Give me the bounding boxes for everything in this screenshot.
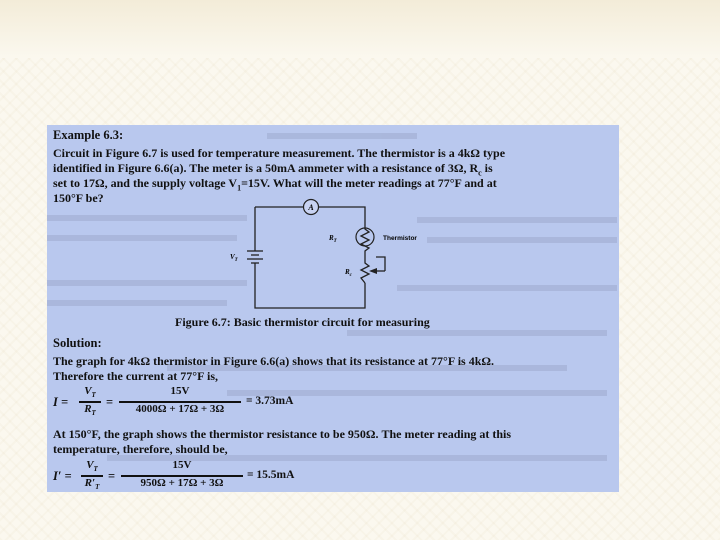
- problem-line-1: Circuit in Figure 6.7 is used for temperature measurement. The thermistor is a 4kΩ type: [53, 146, 506, 160]
- problem-line-2: identified in Figure 6.6(a). The meter is a 50mA ammeter with a resistance of 3Ω, $R_c$ is: [53, 161, 493, 178]
- eq2-den2: 950Ω + 17Ω + 3Ω: [140, 477, 224, 489]
- thermistor-text: Thermistor: [383, 235, 417, 242]
- solution-line-2: Therefore the current at 77°F is,: [53, 369, 218, 383]
- solution-line-3: At 150°F, the graph shows the thermistor resistance to be 950Ω. The meter reading at this: [53, 427, 512, 441]
- eq1-equals: =: [106, 395, 114, 409]
- vt-label: $V_T$: [230, 253, 238, 263]
- figure-caption: Figure 6.7: Basic thermistor circuit for measuring: [175, 315, 430, 329]
- thermistor-symbol: [356, 228, 374, 246]
- eq1-num1: $V_T$: [84, 385, 96, 400]
- solution-line-1: The graph for 4kΩ thermistor in Figure 6.6(a) shows that its resistance at 77°F is 4kΩ.: [53, 354, 495, 368]
- rt-label: $R_T$: [329, 234, 337, 244]
- solution-heading: Solution:: [53, 336, 102, 350]
- eq1-lhs: I =: [53, 395, 69, 409]
- eq2-equals: =: [108, 469, 116, 483]
- wiper-arrow: [369, 268, 377, 274]
- slide-top-border: [0, 0, 720, 58]
- eq1-result: = 3.73mA: [246, 395, 294, 407]
- example-heading: Example 6.3:: [53, 128, 124, 142]
- eq1-den2: 4000Ω + 17Ω + 3Ω: [135, 403, 225, 415]
- rc-label: $R_c$: [345, 268, 352, 278]
- ammeter-label: A: [308, 203, 314, 212]
- eq2-num1: $V_T$: [86, 459, 98, 474]
- eq1-num2: 15V: [170, 385, 190, 397]
- eq2-num2: 15V: [172, 459, 192, 471]
- eq2-lhs: I′ =: [53, 469, 72, 483]
- eq2-result: = 15.5mA: [247, 469, 295, 481]
- scanned-example-image: [47, 125, 619, 492]
- eq2-den1: $R'_T$: [84, 477, 100, 492]
- eq1-den1: $R_T$: [84, 403, 96, 418]
- solution-line-4: temperature, therefore, should be,: [53, 442, 228, 456]
- problem-line-4: 150°F be?: [53, 191, 104, 205]
- problem-line-3: set to 17Ω, and the supply voltage $V_1=15V$. What will the meter readings at 77°F and at: [53, 176, 497, 193]
